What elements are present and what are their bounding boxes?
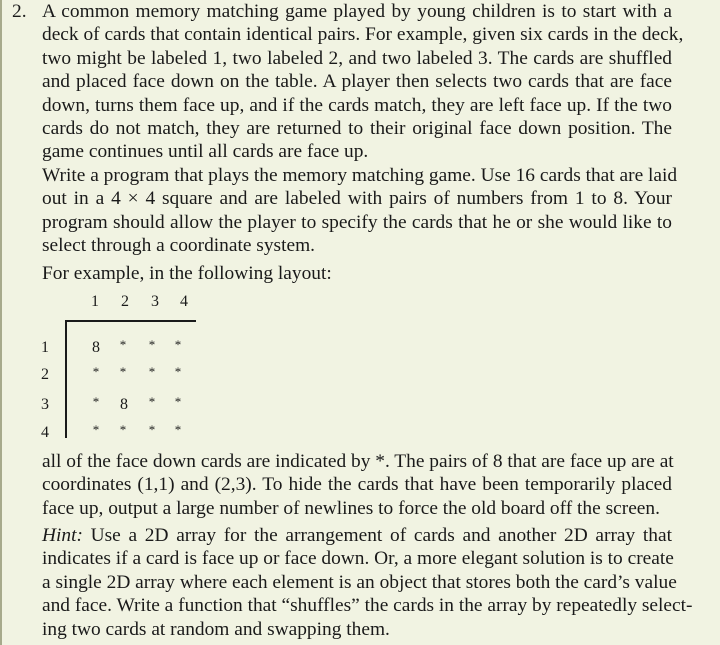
text-line: face up, output a large number of newlines to force the old board off the screen. [42, 497, 660, 519]
paragraph-example-intro [42, 262, 672, 285]
grid-left-border [65, 320, 67, 438]
row-label: 2 [41, 366, 49, 383]
text-line: A common memory matching game played by young children is to start with a [42, 1, 672, 22]
text-line: and face. Write a function that “shuffles” the cards in the array by repeatedly select- [42, 595, 693, 617]
grid-top-border [66, 320, 196, 322]
text-line [42, 524, 672, 547]
card-cell: * [92, 394, 100, 409]
card-cell: 8 [120, 396, 128, 413]
text-line: cards do not match, they are returned to their original face down position. The [42, 118, 672, 140]
card-cell: * [174, 364, 182, 379]
card-cell: * [119, 422, 127, 437]
hint-label: Hint: [42, 525, 83, 546]
column-label: 4 [180, 293, 188, 310]
card-cell: * [92, 364, 100, 379]
text-line: out in a 4 × 4 square and are labeled with pairs of numbers from 1 to 8. Your [42, 188, 672, 210]
row-label: 3 [41, 396, 49, 413]
card-cell: * [119, 337, 127, 352]
text-line: indicates if a card is face up or face down. Or, a more elegant solution is to create [42, 548, 674, 570]
card-cell: * [148, 394, 156, 409]
text-line: select through a coordinate system. [42, 235, 316, 257]
card-cell: * [174, 394, 182, 409]
paragraph-intro [42, 0, 684, 164]
text-line: ing two cards at random and swapping them. [42, 618, 390, 640]
hint-text: Use a 2D array for the arrangement of cards and another 2D array that [82, 525, 672, 546]
card-cell: * [92, 422, 100, 437]
text-line: deck of cards that contain identical pairs. For example, given six cards in the deck, [42, 24, 684, 46]
card-cell: * [148, 364, 156, 379]
problem-number: 2. [12, 1, 27, 22]
text-line: coordinates (1,1) and (2,3). To hide the cards that have been temporarily placed [42, 474, 672, 496]
column-label: 3 [151, 293, 159, 310]
card-cell: * [174, 422, 182, 437]
text-line: For example, in the following layout: [42, 263, 332, 284]
column-label: 1 [91, 293, 99, 310]
paragraph-hint [42, 524, 693, 641]
text-line: program should allow the player to specify the cards that he or she would like to [42, 211, 672, 233]
text-line: two might be labeled 1, two labeled 2, and two labeled 3. The cards are shuffled [42, 47, 672, 69]
text-line: game continues until all cards are face up. [42, 141, 369, 163]
row-label: 4 [41, 424, 49, 441]
row-label: 1 [41, 339, 49, 356]
column-label: 2 [121, 293, 129, 310]
card-cell: * [174, 337, 182, 352]
text-line: down, turns them face up, and if the cards match, they are left face up. If the two [42, 94, 672, 116]
text-line: Write a program that plays the memory matching game. Use 16 cards that are laid [42, 165, 678, 186]
text-line: all of the face down cards are indicated by *. The pairs of 8 that are face up are at [42, 451, 674, 472]
text-line: and placed face down on the table. A player then selects two cards that are face [42, 71, 672, 93]
card-cell: * [148, 337, 156, 352]
card-cell: * [148, 422, 156, 437]
text-line: a single 2D array where each element is an object that stores both the card’s value [42, 571, 677, 593]
card-cell: * [119, 364, 127, 379]
card-cell: 8 [92, 339, 100, 356]
paragraph-explanation [42, 450, 672, 520]
paragraph-task [42, 164, 678, 258]
